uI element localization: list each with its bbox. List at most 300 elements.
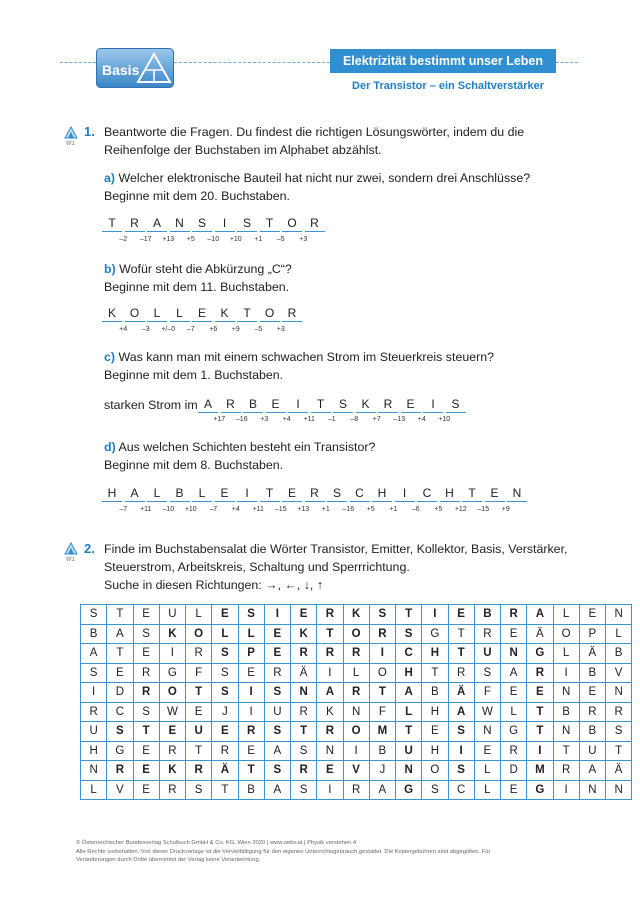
footer-copyright: © Österreichischer Bundesverlag Schulbuch GmbH & Co. KG, Wien 2020 | www.oebv.at | Physik verstehen 4	[76, 840, 357, 846]
answer-letter: S	[338, 397, 347, 411]
grid-cell[interactable]: O	[159, 683, 185, 703]
answer-letter: C	[422, 486, 432, 500]
grid-cell[interactable]: V	[343, 761, 369, 781]
grid-cell[interactable]: S	[291, 741, 317, 761]
answer-letter: S	[197, 216, 206, 230]
answer-underline	[147, 231, 167, 232]
grid-cell[interactable]: W	[159, 702, 185, 722]
grid-cell[interactable]: J	[369, 761, 395, 781]
step-number: –7	[119, 506, 128, 513]
grid-cell[interactable]: R	[553, 761, 579, 781]
grid-cell[interactable]: F	[369, 702, 395, 722]
grid-cell[interactable]: L	[474, 761, 500, 781]
grid-cell[interactable]: S	[238, 605, 264, 625]
grid-cell[interactable]: A	[317, 683, 343, 703]
grid-cell[interactable]: R	[579, 702, 605, 722]
grid-cell[interactable]: T	[107, 644, 133, 664]
grid-cell[interactable]: E	[264, 624, 290, 644]
grid-cell[interactable]: R	[527, 663, 553, 683]
grid-cell[interactable]: N	[606, 605, 632, 625]
step-number: +1	[321, 506, 330, 513]
answer-underline	[372, 501, 392, 502]
header-dash-left	[60, 62, 96, 63]
grid-cell[interactable]: U	[186, 722, 212, 742]
grid-cell[interactable]: N	[343, 702, 369, 722]
answer-underline	[237, 231, 257, 232]
grid-cell[interactable]: E	[474, 741, 500, 761]
grid-cell[interactable]: S	[186, 780, 212, 800]
grid-cell[interactable]: R	[343, 780, 369, 800]
grid-cell[interactable]: F	[186, 663, 212, 683]
grid-cell[interactable]: A	[579, 761, 605, 781]
grid-cell[interactable]: E	[133, 761, 159, 781]
grid-cell[interactable]: N	[501, 644, 527, 664]
grid-cell[interactable]: W	[474, 702, 500, 722]
answer-underline	[282, 321, 302, 322]
grid-cell[interactable]: E	[317, 761, 343, 781]
grid-cell[interactable]: N	[606, 683, 632, 703]
question-label: Welcher elektronische Bauteil hat nicht nur zwei, sondern drei Anschlüsse?	[118, 171, 531, 185]
answer-letter: T	[265, 216, 274, 230]
answer-letter: R	[287, 306, 297, 320]
grid-cell[interactable]: H	[81, 741, 107, 761]
step-number: –10	[207, 236, 220, 243]
step-number: +13	[297, 506, 310, 513]
grid-cell[interactable]: T	[238, 761, 264, 781]
grid-cell[interactable]: Ä	[606, 761, 632, 781]
grid-cell[interactable]: S	[264, 761, 290, 781]
grid-cell[interactable]: I	[448, 741, 474, 761]
grid-cell[interactable]: Ä	[579, 644, 605, 664]
grid-cell[interactable]: T	[369, 683, 395, 703]
grid-cell[interactable]: U	[159, 605, 185, 625]
step-number: –10	[162, 506, 175, 513]
grid-cell[interactable]: E	[238, 663, 264, 683]
task-level-tag: W1	[66, 557, 75, 563]
answer-underline	[215, 321, 235, 322]
grid-cell[interactable]: T	[396, 722, 422, 742]
grid-cell[interactable]: K	[343, 605, 369, 625]
grid-cell[interactable]: B	[553, 702, 579, 722]
grid-cell[interactable]: S	[369, 605, 395, 625]
grid-cell[interactable]: E	[238, 741, 264, 761]
grid-cell[interactable]: O	[553, 624, 579, 644]
grid-cell[interactable]: V	[606, 663, 632, 683]
grid-cell[interactable]: L	[553, 644, 579, 664]
grid-cell[interactable]: L	[81, 780, 107, 800]
grid-cell[interactable]: N	[81, 761, 107, 781]
answer-letter: R	[130, 216, 139, 230]
step-number: +3	[260, 416, 269, 423]
grid-cell[interactable]: T	[317, 624, 343, 644]
answer-letter: S	[242, 216, 251, 230]
grid-cell[interactable]: D	[501, 761, 527, 781]
grid-cell[interactable]: E	[501, 624, 527, 644]
grid-cell[interactable]: E	[133, 644, 159, 664]
grid-cell[interactable]: E	[501, 683, 527, 703]
grid-cell[interactable]: R	[448, 663, 474, 683]
grid-cell[interactable]: L	[238, 624, 264, 644]
grid-cell[interactable]: E	[579, 605, 605, 625]
grid-cell[interactable]: R	[133, 683, 159, 703]
grid-cell[interactable]: L	[501, 702, 527, 722]
grid-cell[interactable]: I	[527, 741, 553, 761]
grid-cell[interactable]: S	[133, 624, 159, 644]
grid-cell[interactable]: A	[396, 683, 422, 703]
answer-underline	[311, 412, 331, 413]
step-number: +5	[366, 506, 375, 513]
grid-cell[interactable]: J	[212, 702, 238, 722]
step-number: +1	[389, 506, 398, 513]
grid-cell[interactable]: G	[159, 663, 185, 683]
grid-cell[interactable]: M	[369, 722, 395, 742]
grid-cell[interactable]: I	[81, 683, 107, 703]
word-search-grid	[80, 604, 632, 800]
grid-cell[interactable]: G	[396, 780, 422, 800]
grid-cell[interactable]: L	[396, 702, 422, 722]
step-number: –15	[477, 506, 490, 513]
answer-letter: H	[445, 486, 454, 500]
grid-cell[interactable]: A	[81, 644, 107, 664]
answer-letter: A	[203, 397, 212, 411]
header-dash-right	[556, 62, 578, 63]
grid-cell[interactable]: N	[396, 761, 422, 781]
grid-cell[interactable]: L	[186, 605, 212, 625]
grid-cell[interactable]: H	[422, 702, 448, 722]
grid-cell[interactable]: E	[579, 683, 605, 703]
answer-underline	[215, 501, 235, 502]
grid-cell[interactable]: E	[159, 722, 185, 742]
step-number: –6	[411, 506, 420, 513]
question-start-hint: Beginne mit dem 20. Buchstaben.	[104, 189, 290, 203]
grid-cell[interactable]: A	[448, 702, 474, 722]
grid-cell[interactable]: O	[343, 722, 369, 742]
answer-letter: S	[332, 486, 341, 500]
grid-cell[interactable]: G	[527, 780, 553, 800]
grid-cell[interactable]: K	[317, 702, 343, 722]
answer-letter: B	[175, 486, 184, 500]
answer-underline	[440, 501, 460, 502]
grid-cell[interactable]: T	[527, 722, 553, 742]
grid-cell[interactable]: R	[291, 644, 317, 664]
grid-cell[interactable]: F	[474, 683, 500, 703]
grid-cell[interactable]: E	[422, 722, 448, 742]
grid-cell[interactable]: S	[212, 663, 238, 683]
grid-cell[interactable]: B	[81, 624, 107, 644]
grid-cell[interactable]: G	[501, 722, 527, 742]
grid-cell[interactable]: T	[212, 780, 238, 800]
answer-underline	[288, 412, 308, 413]
grid-cell[interactable]: I	[264, 605, 290, 625]
grid-cell[interactable]: R	[264, 663, 290, 683]
grid-cell[interactable]: R	[317, 722, 343, 742]
grid-cell[interactable]: S	[448, 722, 474, 742]
answer-underline	[102, 321, 122, 322]
grid-cell[interactable]: Ä	[212, 761, 238, 781]
grid-cell[interactable]: R	[343, 644, 369, 664]
grid-cell[interactable]: L	[553, 605, 579, 625]
step-number: –15	[274, 506, 287, 513]
grid-cell[interactable]: L	[343, 663, 369, 683]
grid-cell[interactable]: S	[212, 644, 238, 664]
grid-cell[interactable]: K	[159, 624, 185, 644]
answer-letter: O	[264, 306, 275, 320]
grid-cell[interactable]: E	[448, 605, 474, 625]
grid-cell[interactable]: K	[159, 761, 185, 781]
grid-cell[interactable]: P	[238, 644, 264, 664]
grid-cell[interactable]: G	[527, 644, 553, 664]
grid-cell[interactable]: E	[527, 683, 553, 703]
grid-cell[interactable]: R	[238, 722, 264, 742]
grid-cell[interactable]: S	[81, 605, 107, 625]
grid-cell[interactable]: R	[317, 644, 343, 664]
grid-cell[interactable]: R	[212, 741, 238, 761]
grid-cell[interactable]: R	[81, 702, 107, 722]
grid-cell[interactable]: R	[186, 644, 212, 664]
task-number: 2.	[84, 541, 95, 556]
answer-underline	[327, 501, 347, 502]
grid-cell[interactable]: R	[343, 683, 369, 703]
grid-cell[interactable]: G	[422, 624, 448, 644]
grid-cell[interactable]: S	[264, 683, 290, 703]
grid-cell[interactable]: H	[396, 663, 422, 683]
grid-row	[81, 741, 632, 761]
grid-cell[interactable]: R	[474, 624, 500, 644]
step-number: +12	[454, 506, 467, 513]
grid-cell[interactable]: K	[291, 624, 317, 644]
grid-cell[interactable]: S	[133, 702, 159, 722]
grid-cell[interactable]: S	[291, 780, 317, 800]
step-number: +9	[501, 506, 510, 513]
grid-row	[81, 702, 632, 722]
answer-underline	[170, 231, 190, 232]
answer-letter: T	[265, 486, 274, 500]
step-number: –16	[342, 506, 355, 513]
answer-letter: L	[198, 486, 206, 500]
answer-underline	[333, 412, 353, 413]
grid-cell[interactable]: E	[501, 780, 527, 800]
grid-row	[81, 663, 632, 683]
grid-cell[interactable]: E	[133, 741, 159, 761]
grid-cell[interactable]: T	[553, 741, 579, 761]
grid-cell[interactable]: T	[606, 741, 632, 761]
grid-cell[interactable]: O	[186, 624, 212, 644]
grid-cell[interactable]: L	[212, 624, 238, 644]
grid-cell[interactable]: B	[606, 644, 632, 664]
answer-underline	[198, 412, 218, 413]
grid-cell[interactable]: C	[448, 780, 474, 800]
grid-cell[interactable]: A	[107, 624, 133, 644]
grid-cell[interactable]: B	[579, 722, 605, 742]
grid-cell[interactable]: T	[291, 722, 317, 742]
grid-cell[interactable]: I	[317, 780, 343, 800]
answer-underline	[305, 501, 325, 502]
question-label: Wofür steht die Abkürzung „C“?	[119, 262, 292, 276]
grid-cell[interactable]: B	[474, 605, 500, 625]
step-number: –8	[350, 416, 359, 423]
answer-underline	[102, 231, 122, 232]
grid-cell[interactable]: U	[396, 741, 422, 761]
grid-cell[interactable]: O	[369, 663, 395, 683]
grid-cell[interactable]: C	[107, 702, 133, 722]
answer-underline	[192, 231, 212, 232]
answer-underline	[446, 412, 466, 413]
grid-cell[interactable]: N	[579, 780, 605, 800]
grid-cell[interactable]: A	[369, 780, 395, 800]
task-number: 1.	[84, 124, 95, 139]
grid-cell[interactable]: I	[317, 663, 343, 683]
answer-underline	[125, 321, 145, 322]
grid-cell[interactable]: R	[186, 761, 212, 781]
grid-cell[interactable]: R	[107, 761, 133, 781]
grid-cell[interactable]: M	[527, 761, 553, 781]
grid-cell[interactable]: U	[474, 644, 500, 664]
grid-cell[interactable]: S	[396, 624, 422, 644]
grid-cell[interactable]: I	[159, 644, 185, 664]
answer-letter: K	[107, 306, 116, 320]
grid-cell[interactable]: E	[212, 605, 238, 625]
grid-cell[interactable]: R	[606, 702, 632, 722]
grid-cell[interactable]: T	[527, 702, 553, 722]
grid-cell[interactable]: N	[553, 683, 579, 703]
answer-letter: T	[468, 486, 476, 500]
step-number: –13	[393, 416, 406, 423]
grid-cell[interactable]: S	[474, 663, 500, 683]
grid-cell[interactable]: L	[474, 780, 500, 800]
grid-cell[interactable]: Ä	[291, 663, 317, 683]
answer-underline	[485, 501, 505, 502]
answer-underline	[237, 501, 257, 502]
answer-letter: A	[152, 216, 161, 230]
grid-cell[interactable]: R	[159, 741, 185, 761]
grid-cell[interactable]: T	[396, 605, 422, 625]
grid-cell[interactable]: I	[553, 663, 579, 683]
grid-cell[interactable]: I	[369, 644, 395, 664]
grid-cell[interactable]: N	[474, 722, 500, 742]
grid-cell[interactable]: L	[606, 624, 632, 644]
grid-cell[interactable]: U	[81, 722, 107, 742]
answer-letter: I	[245, 486, 249, 500]
answer-letter: I	[402, 486, 407, 500]
answer-underline	[260, 231, 280, 232]
grid-cell[interactable]: G	[107, 741, 133, 761]
grid-cell[interactable]: B	[579, 663, 605, 683]
grid-cell[interactable]: T	[133, 722, 159, 742]
step-number: +7	[372, 416, 381, 423]
grid-cell[interactable]: T	[186, 741, 212, 761]
grid-cell[interactable]: U	[264, 702, 290, 722]
question-text	[104, 169, 530, 187]
grid-cell[interactable]: R	[369, 624, 395, 644]
step-number: +11	[140, 506, 152, 513]
grid-cell[interactable]: R	[133, 663, 159, 683]
grid-cell[interactable]: S	[606, 722, 632, 742]
grid-cell[interactable]: R	[291, 761, 317, 781]
grid-cell[interactable]: Ä	[527, 624, 553, 644]
grid-cell[interactable]: N	[291, 683, 317, 703]
grid-cell[interactable]: R	[317, 605, 343, 625]
grid-cell[interactable]: O	[422, 761, 448, 781]
search-directions: Suche in diesen Richtungen: →, ←, ↓, ↑	[104, 578, 324, 592]
answer-underline	[305, 231, 325, 232]
grid-cell[interactable]: H	[422, 741, 448, 761]
grid-cell[interactable]: D	[107, 683, 133, 703]
grid-cell[interactable]: S	[212, 683, 238, 703]
grid-cell[interactable]: S	[448, 761, 474, 781]
grid-cell[interactable]: O	[343, 624, 369, 644]
grid-cell[interactable]: E	[212, 722, 238, 742]
grid-cell[interactable]: T	[448, 644, 474, 664]
answer-underline	[260, 321, 280, 322]
grid-cell[interactable]: N	[553, 722, 579, 742]
grid-cell[interactable]: N	[606, 780, 632, 800]
grid-cell[interactable]: B	[422, 683, 448, 703]
answer-letter: A	[130, 486, 139, 500]
grid-cell[interactable]: T	[448, 624, 474, 644]
step-number: +3	[276, 326, 285, 333]
step-number: +17	[213, 416, 226, 423]
grid-cell[interactable]: I	[238, 702, 264, 722]
grid-cell[interactable]: C	[396, 644, 422, 664]
grid-cell[interactable]: R	[501, 605, 527, 625]
grid-row	[81, 761, 632, 781]
grid-cell[interactable]: A	[527, 605, 553, 625]
grid-cell[interactable]: N	[317, 741, 343, 761]
grid-cell[interactable]: A	[501, 663, 527, 683]
step-number: +11	[303, 416, 315, 423]
grid-cell[interactable]: E	[186, 702, 212, 722]
grid-cell[interactable]: E	[107, 663, 133, 683]
grid-cell[interactable]: E	[291, 605, 317, 625]
question-start-hint: Beginne mit dem 1. Buchstaben.	[104, 368, 284, 382]
grid-cell[interactable]: B	[238, 780, 264, 800]
answer-letter: H	[107, 486, 117, 500]
grid-cell[interactable]: T	[107, 605, 133, 625]
grid-cell[interactable]: I	[422, 605, 448, 625]
grid-cell[interactable]: R	[291, 702, 317, 722]
basis-logo	[96, 48, 174, 88]
grid-cell[interactable]: T	[422, 663, 448, 683]
answer-letter: I	[222, 216, 227, 230]
grid-cell[interactable]: S	[422, 780, 448, 800]
answer-underline	[282, 501, 302, 502]
grid-cell[interactable]: A	[264, 780, 290, 800]
answer-letter: T	[243, 306, 251, 320]
step-number: +13	[162, 236, 175, 243]
grid-cell[interactable]: U	[579, 741, 605, 761]
grid-cell[interactable]: I	[553, 780, 579, 800]
grid-cell[interactable]: E	[264, 644, 290, 664]
grid-cell[interactable]: R	[501, 741, 527, 761]
grid-cell[interactable]: E	[133, 605, 159, 625]
grid-cell[interactable]: V	[107, 780, 133, 800]
grid-cell[interactable]: S	[81, 663, 107, 683]
grid-cell[interactable]: I	[238, 683, 264, 703]
task-instruction: Beantworte die Fragen. Du findest die richtigen Lösungswörter, indem du die	[104, 125, 525, 139]
grid-cell[interactable]: S	[107, 722, 133, 742]
grid-cell[interactable]: A	[264, 741, 290, 761]
grid-cell[interactable]: E	[133, 780, 159, 800]
grid-cell[interactable]: T	[186, 683, 212, 703]
question-letter: b)	[104, 262, 116, 276]
grid-cell[interactable]: H	[422, 644, 448, 664]
grid-cell[interactable]: B	[369, 741, 395, 761]
grid-cell[interactable]: S	[264, 722, 290, 742]
grid-cell[interactable]: I	[343, 741, 369, 761]
grid-cell[interactable]: Ä	[448, 683, 474, 703]
grid-cell[interactable]: P	[579, 624, 605, 644]
grid-cell[interactable]: R	[159, 780, 185, 800]
